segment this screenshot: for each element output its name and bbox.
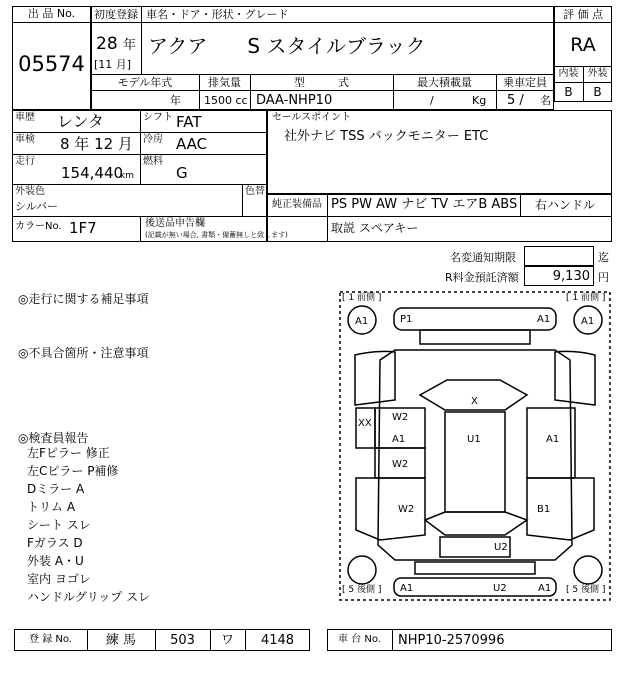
mark-w2-lower: W2: [398, 504, 415, 515]
recycle-unit: 円: [598, 271, 609, 284]
tire-rear-right: [574, 556, 602, 584]
reg-no-label: 登 録 No.: [29, 634, 72, 645]
mark-tire-fr: A1: [581, 316, 595, 327]
reg-number: 4148: [260, 633, 295, 648]
mark-tire-fl: A1: [355, 316, 369, 327]
mark-xx: XX: [358, 418, 372, 429]
chassis-label: 車 台 No.: [338, 634, 381, 645]
sales-point: 社外ナビ TSS バックモニター ETC: [284, 129, 489, 144]
front-left-fender: [355, 351, 395, 405]
mark-a1-front: A1: [537, 314, 551, 325]
mark-a1-right: A1: [546, 434, 560, 445]
mark-u1: U1: [467, 434, 481, 445]
docs-label: 後送品申告欄: [145, 218, 205, 229]
ac-label: 冷房: [143, 134, 163, 145]
inspector-line: 左Fピラー 修正: [27, 446, 110, 460]
equipment-label: 純正装備品: [272, 199, 322, 210]
inspector-line: 左Cピラー P補修: [27, 464, 119, 478]
interior-grade: B: [564, 85, 573, 99]
inspector-line: 室内 ヨゴレ: [27, 572, 91, 586]
capacity: 5 /: [507, 93, 524, 108]
diagram-tr-label: [ 1 前側 ]: [566, 293, 606, 303]
displacement-label: 排気量: [208, 76, 241, 89]
mark-b1: B1: [537, 504, 551, 515]
mark-a1-rear: A1: [400, 583, 414, 594]
chassis-no: NHP10-2570996: [398, 633, 505, 648]
mileage: 154,440: [61, 164, 124, 182]
fuel: G: [176, 164, 188, 182]
handle: 右ハンドル: [535, 198, 596, 212]
history-label: 車歴: [15, 112, 35, 123]
lot-number: 05574: [18, 52, 85, 76]
mark-w2-mid: W2: [392, 459, 409, 470]
rear-window: [425, 512, 527, 535]
reg-kana: ワ: [220, 633, 234, 648]
type-label: 型 式: [294, 76, 349, 89]
inspector-line: ハンドルグリップ スレ: [27, 590, 151, 604]
mark-u2-rear: U2: [493, 583, 507, 594]
shift-label: シフト: [143, 112, 173, 123]
eval-label: 評 価 点: [563, 8, 603, 21]
name-change-label: 名変通知期限: [450, 251, 516, 264]
mark-u2-trunk: U2: [494, 542, 508, 553]
max-load-unit: Kg: [472, 94, 487, 107]
body-outline: [378, 350, 572, 560]
color-label: 外装色: [15, 186, 45, 197]
history: レンタ: [57, 112, 104, 131]
vehicle-type: DAA-NHP10: [256, 93, 333, 108]
reg-year-unit: 年: [123, 38, 137, 53]
mark-w2-upper: W2: [392, 412, 409, 423]
car-name: アクア S スタイルブラック: [148, 34, 426, 58]
displacement: 1500 cc: [204, 94, 248, 107]
mark-x: X: [471, 396, 478, 407]
reg-label: 初度登録: [94, 8, 138, 21]
capacity-label: 乗車定員: [503, 76, 547, 89]
reg-month: [11 月]: [94, 58, 132, 71]
diagram-tl-label: [ 1 前側 ]: [342, 293, 382, 303]
front-grille: [420, 330, 530, 344]
tire-rear-left: [348, 556, 376, 584]
equipment: PS PW AW ナビ TV エアB ABS: [331, 197, 518, 212]
mark-a1-rear-r: A1: [538, 583, 552, 594]
model-year-label: モデル年式: [117, 76, 173, 89]
reg-year: 28: [96, 34, 118, 54]
rear-bumper: [394, 578, 556, 596]
inspector-line: Dミラー A: [27, 482, 85, 496]
diagram-br-label: [ 5 後側 ]: [566, 585, 606, 595]
reg-area: 練 馬: [105, 633, 137, 648]
roof: [445, 412, 505, 512]
inspector-line: シート スレ: [27, 518, 91, 532]
divider: [392, 629, 393, 651]
left-rear-quarter: [356, 478, 425, 540]
reg-class: 503: [170, 633, 195, 648]
defect-notes-label: ◎不具合箇所・注意事項: [18, 346, 149, 360]
driving-notes-label: ◎走行に関する補足事項: [18, 292, 149, 306]
inspection-label: 車検: [15, 134, 35, 145]
docs-note: (記載が無い場合, 書類・備蓄無しと致します): [145, 231, 288, 239]
front-right-fender: [555, 351, 595, 405]
inspector-line: 外装 A・U: [27, 554, 84, 568]
rear-garnish: [415, 562, 535, 574]
diagram-bl-label: [ 5 後側 ]: [342, 585, 382, 595]
ac: AAC: [176, 135, 208, 153]
recycle-value: 9,130: [552, 269, 590, 284]
mileage-unit: km: [120, 171, 134, 181]
max-load-slash: /: [430, 94, 434, 107]
shift: FAT: [176, 113, 202, 131]
front-bumper: [394, 308, 556, 330]
inspection: 8 年 12 月: [60, 135, 133, 153]
capacity-unit: 名: [540, 94, 551, 107]
diagram-frame: [340, 292, 610, 600]
recycle-label: R料金預託済額: [445, 271, 519, 284]
name-change-unit: 迄: [598, 251, 609, 264]
model-year-unit: 年: [170, 94, 181, 107]
mileage-label: 走行: [15, 156, 35, 167]
inspector-label: ◎検査員報告: [18, 431, 89, 445]
eval-score: RA: [570, 34, 596, 56]
color-no: 1F7: [69, 219, 97, 237]
recolor-label: 色替: [245, 186, 265, 197]
color: シルバー: [15, 200, 58, 213]
mark-a1-left: A1: [392, 434, 406, 445]
max-load-label: 最大積載量: [417, 76, 472, 89]
name-label: 車名・ドア・形状・グレード: [146, 8, 289, 21]
exterior-grade: B: [593, 85, 602, 99]
fuel-label: 燃料: [143, 156, 163, 167]
color-no-label: カラーNo.: [15, 221, 62, 232]
inspector-line: トリム A: [27, 500, 76, 514]
exterior-label: 外装: [587, 68, 608, 79]
mark-p1: P1: [400, 314, 413, 325]
lot-label: 出 品 No.: [27, 7, 76, 20]
interior-label: 内装: [558, 68, 579, 79]
inspector-line: Fガラス D: [27, 536, 83, 550]
docs-value: 取説 スペアキー: [331, 221, 419, 235]
sales-point-label: セールスポイント: [272, 112, 352, 123]
